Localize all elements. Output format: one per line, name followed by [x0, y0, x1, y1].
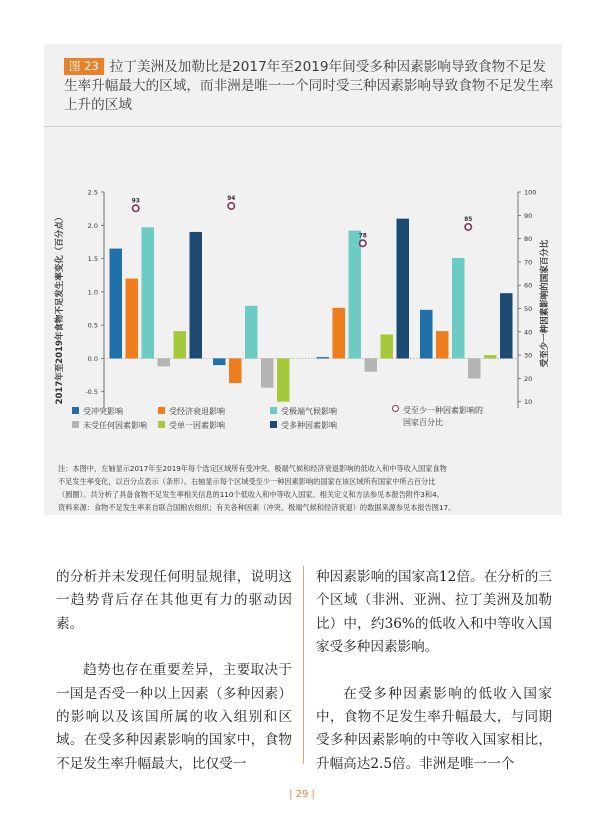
source-line: 资料来源：食物不足发生率来自联合国粮农组织；有关各种因素（冲突、极端气候和经济衰退）的数据来源参见本报告图17。	[58, 503, 456, 512]
y-tick-label: 0.0	[87, 354, 98, 363]
y2-tick-label: 30	[524, 351, 533, 360]
y2-tick-label: 40	[524, 328, 533, 337]
legend-swatch-single	[158, 421, 165, 428]
y2-tick-label: 60	[524, 281, 533, 290]
y2-tick-label: 50	[524, 305, 533, 313]
legend-item-multiple	[270, 420, 337, 431]
legend-item-climate	[270, 406, 337, 417]
figure-notes	[58, 462, 552, 514]
legend-label-climate: 受极端气候影响	[281, 407, 337, 416]
y2-tick-label: 20	[524, 374, 533, 383]
y-tick-label: -0.5	[85, 388, 98, 397]
body-paragraph: 种因素影响的国家高12倍。在分析的三个区域（非洲、亚洲、拉丁美洲及加勒比）中，约36%的低收入和中等收入国家受多种因素影响。	[316, 569, 552, 656]
marker-label: 78	[358, 233, 367, 240]
body-paragraph: 在受多种因素影响的低收入国家中，食物不足发生率升幅最大，与同期受多种因素影响的中等收入国家相比，升幅高达2.5倍。非洲是唯一一个	[316, 685, 552, 772]
bar-2-1	[333, 308, 346, 359]
bar-3-4	[484, 355, 497, 358]
body-paragraph: 趋势也存在重要差异，主要取决于一国是否受一种以上因素（多种因素）的影响以及该国所属的收入组别和区域。在受多种因素影响的国家中，食物不足发生率升幅最大，比仅受一	[56, 662, 292, 772]
bar-2-4	[381, 334, 394, 358]
bar-2-2	[349, 231, 362, 359]
y2-tick-label: 100	[524, 188, 537, 197]
legend-label-marker-line2: 国家百分比	[403, 418, 443, 427]
y-axis-title: 2017年至2019年食物不足发生率变化（百分点）	[55, 212, 65, 405]
bar-3-2	[452, 258, 465, 359]
bar-1-3	[261, 358, 274, 387]
y-tick-label: 0.5	[87, 321, 98, 330]
note-line: （圆圈）。共分析了具备食物不足发生率相关信息的110个低收入和中等收入国家。相关定义和方法参见本报告附件3和4。	[58, 490, 444, 499]
y-tick-label: 2.0	[87, 221, 98, 230]
marker-circle	[465, 224, 471, 230]
bar-3-1	[436, 331, 449, 358]
legend-swatch-none	[72, 421, 79, 428]
marker-circle	[360, 240, 366, 246]
figure-panel	[44, 44, 562, 515]
y-tick-label: 1.5	[87, 255, 98, 264]
bar-3-0	[420, 310, 433, 359]
bar-1-4	[277, 358, 290, 401]
marker-label: 85	[464, 216, 473, 223]
legend-item-marker	[392, 405, 483, 429]
y2-tick-label: 80	[524, 235, 533, 244]
bar-0-1	[126, 279, 139, 359]
title-divider	[44, 126, 562, 127]
bar-3-3	[468, 358, 481, 378]
bar-1-0	[213, 358, 226, 365]
legend-label-marker-line1: 受至少一种因素影响的	[403, 406, 483, 415]
legend-label-multiple: 受多种因素影响	[281, 421, 337, 430]
marker-label: 94	[227, 195, 236, 202]
legend-swatch-conflict	[72, 407, 79, 414]
legend-item-economic	[158, 406, 225, 417]
bar-0-5	[190, 232, 203, 358]
legend-label-economic: 受经济衰退影响	[169, 407, 225, 416]
legend-marker-circle-icon	[392, 405, 399, 412]
legend-swatch-climate	[270, 407, 277, 414]
bar-1-2	[245, 306, 258, 359]
marker-label: 93	[131, 198, 140, 205]
body-column-right	[316, 566, 552, 776]
figure-badge: 图 23	[64, 58, 104, 75]
y-tick-label: 1.0	[87, 288, 98, 297]
bar-0-0	[110, 249, 123, 359]
marker-circle	[133, 205, 139, 211]
legend-item-none	[72, 420, 147, 431]
legend-label-none: 未受任何因素影响	[83, 421, 147, 430]
y2-tick-label: 10	[524, 398, 533, 407]
bar-0-3	[158, 358, 171, 366]
column-divider	[303, 566, 304, 764]
page-number-value: 29	[295, 789, 309, 800]
body-column-left	[56, 566, 292, 776]
y2-tick-label: 90	[524, 211, 533, 220]
y2-tick-label: 70	[524, 258, 533, 267]
page-number: | 29 |	[289, 789, 315, 800]
bar-1-1	[229, 358, 242, 383]
bar-2-3	[365, 358, 378, 371]
bar-2-0	[317, 357, 330, 358]
bar-3-5	[500, 293, 513, 358]
legend-swatch-economic	[158, 407, 165, 414]
figure-title-text: 拉丁美洲及加勒比是2017年至2019年间受多种因素影响导致食物不足发生率升幅最大的区域，而非洲是唯一一个同时受三种因素影响导致食物不足发生率上升的区域	[64, 59, 554, 113]
bar-0-2	[142, 227, 155, 358]
legend-item-conflict	[72, 406, 123, 417]
note-line: 注：本图中，左轴显示2017年至2019年每个选定区域所有受冲突、极端气候和经济衰退影响的低收入和中等收入国家食物	[58, 464, 447, 473]
marker-circle	[228, 203, 234, 209]
y2-axis-title: 受至少一种因素影响的国家百分比	[540, 239, 550, 368]
legend-label-single: 受单一因素影响	[169, 421, 225, 430]
legend-item-single	[158, 420, 225, 431]
legend-swatch-multiple	[270, 421, 277, 428]
bar-chart	[44, 128, 562, 408]
y-tick-label: 2.5	[87, 188, 98, 197]
figure-title	[64, 58, 554, 115]
body-paragraph: 的分析并未发现任何明显规律，说明这一趋势背后存在其他更有力的驱动因素。	[56, 569, 292, 632]
legend-label-conflict: 受冲突影响	[83, 407, 123, 416]
note-line: 不足发生率变化，以百分点表示（条形）。右轴显示每个区域受至少一种因素影响的国家在该区域所有国家中所占百分比	[58, 477, 436, 486]
bar-2-5	[397, 219, 410, 359]
bar-0-4	[174, 331, 187, 358]
